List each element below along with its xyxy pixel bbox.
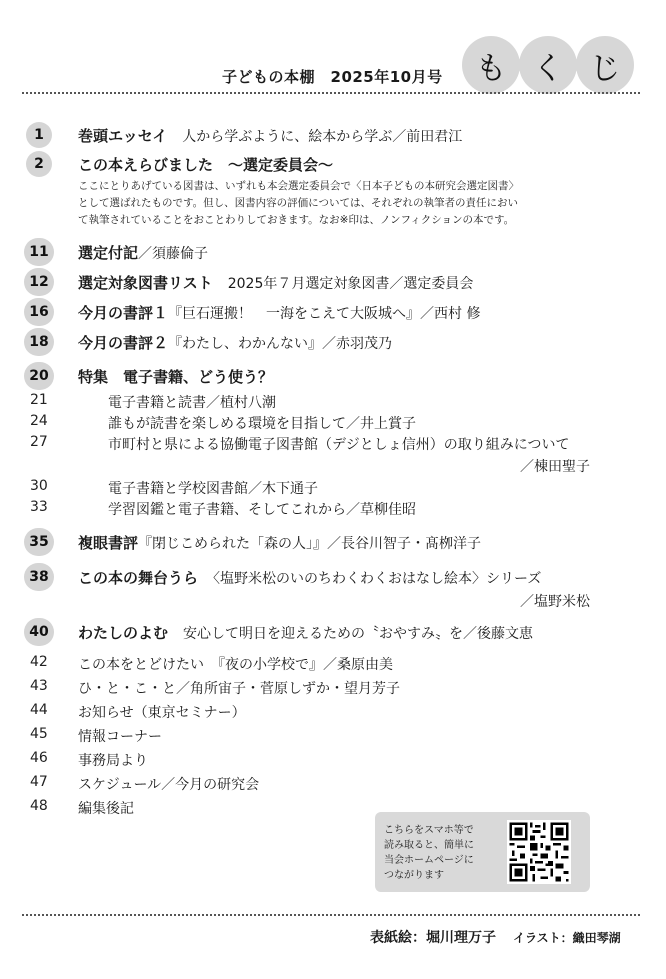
entry-title-rest: 人から学ぶように、絵本から学ぶ／前田君江 [182, 129, 463, 145]
entry-title [78, 532, 481, 553]
entry-title [78, 302, 480, 323]
page-number: 30 [30, 478, 48, 494]
entry-title-rest: 『巨石運搬！ 一海をこえて大阪城へ』／西村 修 [168, 306, 481, 322]
selection-note [78, 178, 608, 229]
qr-caption [384, 823, 474, 883]
page-number: 24 [30, 413, 48, 429]
entry-title-main: 今月の書評２ [78, 334, 169, 352]
page-badge: 38 [24, 563, 54, 591]
title-char: も [462, 36, 520, 94]
cover-credit: 表紙絵：堀川理万子 [370, 930, 496, 946]
subentry-text: スケジュール／今月の研究会 [78, 777, 260, 793]
page-badge: 20 [24, 362, 54, 390]
entry-title-main: 複眼書評 [78, 534, 139, 552]
entry-title-main: この本の舞台うら [78, 569, 199, 587]
entry-title [78, 332, 392, 353]
subentry-text: 電子書籍と学校図書館／木下通子 [108, 481, 318, 497]
entry-title [78, 622, 533, 643]
subentry-text: 誰もが読書を楽しめる環境を目指して／井上賞子 [108, 416, 416, 432]
note-line: として選ばれたものです。但し、図書内容の評価については、それぞれの執筆者の責任におい [78, 197, 518, 209]
title-char: じ [576, 36, 634, 94]
subentry-text: 電子書籍と読書／植村八潮 [108, 395, 276, 411]
subentry-text: 情報コーナー [78, 729, 162, 745]
subentry-text: 事務局より [78, 753, 148, 769]
page-number: 42 [30, 654, 48, 670]
page-badge: 35 [24, 528, 54, 556]
entry-title-main: 選定付記 [78, 244, 139, 262]
page-number: 21 [30, 392, 48, 408]
page-badge: 40 [24, 618, 54, 646]
subentry-text: 学習図鑑と電子書籍、そしてこれから／草柳佳昭 [108, 502, 416, 518]
qr-caption-line: こちらをスマホ等で [384, 825, 474, 836]
subentry-text: 編集後記 [78, 801, 134, 817]
entry-title-rest: 安心して明日を迎えるための〝おやすみ〟を／後藤文恵 [183, 626, 534, 642]
entry-title-rest: 『閉じこめられた「森の人」』／長谷川智子・髙栁洋子 [138, 536, 482, 552]
illustration-credit: イラスト：織田琴湖 [513, 931, 621, 945]
entry-title [78, 125, 462, 146]
page-number: 45 [30, 726, 48, 742]
entry-title-rest: ／須藤倫子 [138, 246, 209, 262]
entry-title-rest: 『わたし、わかんない』／赤羽茂乃 [168, 336, 393, 352]
subentry-author: ／棟田聖子 [520, 459, 590, 475]
page-number: 27 [30, 434, 48, 450]
entry-title: この本えらびました ～選定委員会～ [78, 156, 334, 174]
subentry-text: ひ・と・こ・と／角所宙子・菅原しずか・望月芳子 [78, 681, 400, 697]
entry-title [78, 567, 541, 588]
page-badge: 2 [26, 151, 52, 177]
entry-title-main: 選定対象図書リスト [78, 274, 213, 292]
subentry-text: 市町村と県による協働電子図書館（デジとしょ信州）の取り組みについて [108, 437, 570, 453]
qr-caption-line: つながります [384, 870, 444, 881]
page-badge: 1 [26, 122, 52, 148]
magazine-header: 子どもの本棚 2025年10月号 [222, 68, 443, 86]
entry-title [78, 242, 208, 263]
page-number: 46 [30, 750, 48, 766]
entry-title [78, 272, 473, 293]
note-line: て執筆されていることをおことわりしておきます。なお※印は、ノンフィクションの本です。 [78, 214, 515, 226]
entry-title-rest: 2025年７月選定対象図書／選定委員会 [227, 276, 474, 292]
entry-title-main: 巻頭エッセイ [78, 127, 168, 145]
qr-caption-line: 読み取ると、簡単に [384, 840, 474, 851]
page-badge: 18 [24, 328, 54, 356]
note-line: ここにとりあげている図書は、いずれも本会選定委員会で〈日本子どもの本研究会選定図書〉 [78, 180, 519, 192]
page-number: 44 [30, 702, 48, 718]
divider-bottom [22, 914, 640, 916]
qr-code-icon[interactable] [507, 820, 571, 884]
page-number: 33 [30, 499, 48, 515]
qr-info-box [375, 812, 590, 892]
entry-author: ／塩野米松 [520, 594, 590, 610]
entry-title: 特集 電子書籍、どう使う？ [78, 368, 274, 386]
divider-top [22, 92, 640, 94]
page-badge: 16 [24, 298, 54, 326]
qr-caption-line: 当会ホームページに [384, 855, 474, 866]
entry-title-main: わたしのよむ [78, 624, 169, 642]
page-badge: 12 [24, 268, 54, 296]
title-char: く [519, 36, 577, 94]
entry-title-main: 今月の書評１ [78, 304, 169, 322]
page-number: 43 [30, 678, 48, 694]
subentry-text: お知らせ（東京セミナー） [78, 705, 246, 721]
subentry-text: この本をとどけたい 『夜の小学校で』／桑原由美 [78, 657, 393, 673]
page-number: 48 [30, 798, 48, 814]
entry-title-rest: 〈塩野米松のいのちわくわくおはなし絵本〉シリーズ [213, 571, 542, 587]
page-number: 47 [30, 774, 48, 790]
page-badge: 11 [24, 238, 54, 266]
